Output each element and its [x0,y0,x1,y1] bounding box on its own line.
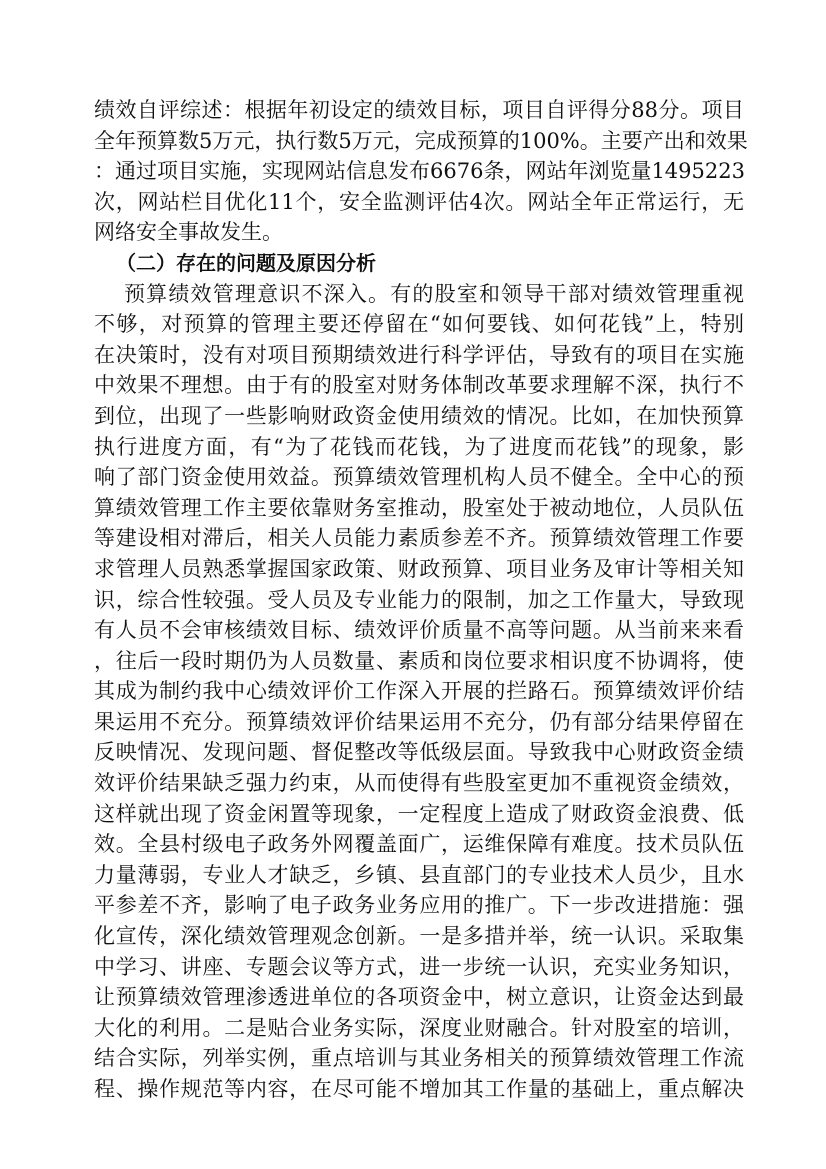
text-line: 效。全县村级电子政务外网覆盖面广，运维保障有难度。技术员队伍 [94,832,744,857]
text-line: 次，网站栏目优化11个，安全监测评估4次。网站全年正常运行，无 [94,189,744,214]
text-line: 绩效自评综述：根据年初设定的绩效目标，项目自评得分88分。项目 [94,98,744,122]
text-line: 响了部门资金使用效益。预算绩效管理机构人员不健全。全中心的预 [94,465,744,490]
section-heading: （二）存在的问题及原因分析 [116,250,376,275]
text-line: 效评价结果缺乏强力约束，从而使得有些股室更加不重视资金绩效， [94,771,744,796]
text-line: 识，综合性较强。受人员及专业能力的限制，加之工作量大，导致现 [94,587,744,612]
text-line: 到位，出现了一些影响财政资金使用绩效的情况。比如，在加快预算 [94,403,744,428]
text-line: 果运用不充分。预算绩效评价结果运用不充分，仍有部分结果停留在 [94,709,744,734]
text-line: 求管理人员熟悉掌握国家政策、财政预算、项目业务及审计等相关知 [94,556,744,581]
text-line: 这样就出现了资金闲置等现象，一定程度上造成了财政资金浪费、低 [94,801,744,826]
text-line: ，往后一段时期仍为人员数量、素质和岗位要求相识度不协调将，使 [94,648,744,673]
text-line: 大化的利用。二是贴合业务实际，深度业财融合。针对股室的培训， [94,1015,744,1040]
text-line: 力量薄弱，专业人才缺乏，乡镇、县直部门的专业技术人员少，且水 [94,862,744,887]
text-line: 全年预算数5万元，执行数5万元，完成预算的100%。主要产出和效果 [94,128,748,153]
text-line: 等建设相对滞后，相关人员能力素质参差不齐。预算绩效管理工作要 [94,526,744,551]
text-line: 网络安全事故发生。 [94,220,283,245]
text-line: 中效果不理想。由于有的股室对财务体制改革要求理解不深，执行不 [94,373,744,398]
text-line: 执行进度方面，有“为了花钱而花钱，为了进度而花钱”的现象，影 [94,434,744,459]
text-line: 程、操作规范等内容，在尽可能不增加其工作量的基础上，重点解决 [94,1077,744,1101]
text-line: 反映情况、发现问题、督促整改等低级层面。导致我中心财政资金绩 [94,740,744,765]
text-line: 化宣传，深化绩效管理观念创新。一是多措并举，统一认识。采取集 [94,924,744,949]
text-line: 让预算绩效管理渗透进单位的各项资金中，树立意识，让资金达到最 [94,985,744,1010]
text-line: 在决策时，没有对项目预期绩效进行科学评估，导致有的项目在实施 [94,342,744,367]
text-line: 不够，对预算的管理主要还停留在“如何要钱、如何花钱”上，特别 [94,312,744,337]
text-line: 其成为制约我中心绩效评价工作深入开展的拦路石。预算绩效评价结 [94,679,744,704]
document-page [94,95,748,1105]
text-line: 有人员不会审核绩效目标、绩效评价质量不高等问题。从当前来来看 [94,618,744,643]
text-line: 中学习、讲座、专题会议等方式，进一步统一认识，充实业务知识， [94,954,744,979]
text-line: ：通过项目实施，实现网站信息发布6676条，网站年浏览量1495223 [94,159,745,184]
paragraph-problems-analysis [94,279,744,1105]
text-line: 算绩效管理工作主要依靠财务室推动，股室处于被动地位，人员队伍 [94,495,744,520]
text-line: 结合实际，列举实例，重点培训与其业务相关的预算绩效管理工作流 [94,1046,744,1071]
text-line: 预算绩效管理意识不深入。有的股室和领导干部对绩效管理重视 [124,281,744,306]
text-line: 平参差不齐，影响了电子政务业务应用的推广。下一步改进措施：强 [94,893,744,918]
paragraph-self-evaluation [94,95,748,248]
